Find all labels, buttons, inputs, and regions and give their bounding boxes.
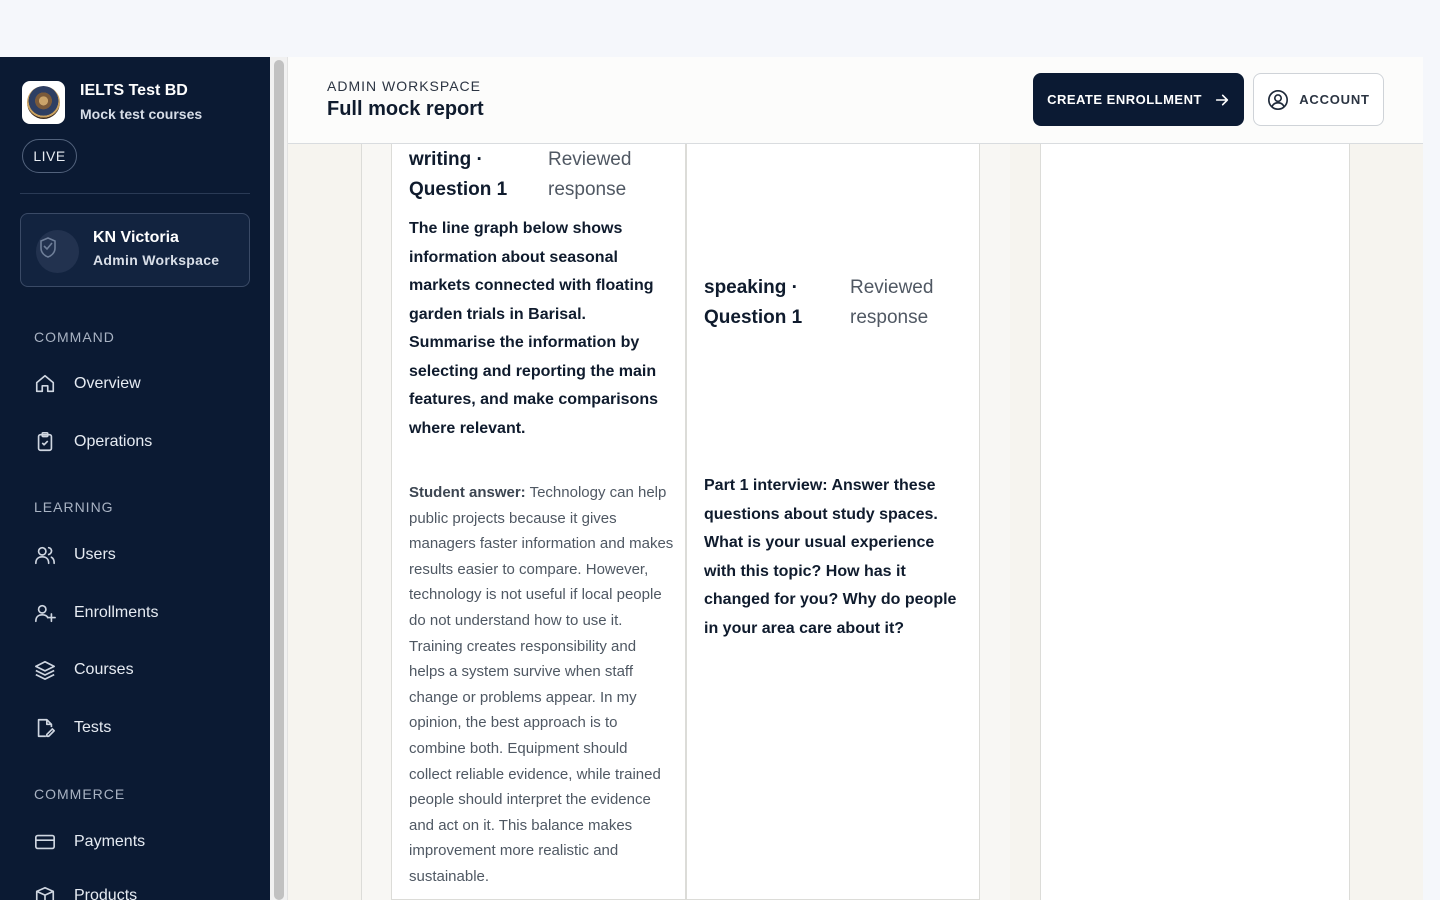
report-gutter <box>1010 144 1041 900</box>
sidebar-item-operations[interactable] <box>34 431 152 453</box>
sidebar-item-label: Operations <box>74 433 153 450</box>
writing-review-status: Reviewed response <box>548 149 632 200</box>
credit-card-icon <box>34 831 56 853</box>
sidebar-item-courses[interactable] <box>34 659 134 681</box>
user-card[interactable] <box>20 213 250 287</box>
sidebar-item-label: Payments <box>74 833 146 850</box>
writing-question-card <box>391 144 686 900</box>
report-content <box>288 144 1423 900</box>
report-side-panel <box>1040 144 1350 900</box>
sidebar-item-products[interactable] <box>34 885 137 900</box>
file-edit-icon <box>34 717 56 739</box>
sidebar-item-tests[interactable] <box>34 717 111 739</box>
brand-logo <box>22 81 65 124</box>
speaking-question-card <box>686 144 980 900</box>
users-icon <box>34 544 56 566</box>
arrow-right-icon <box>1214 92 1230 108</box>
user-avatar <box>36 230 79 273</box>
shield-icon <box>36 230 79 273</box>
speaking-prompt: Part 1 interview: Answer these questions about study spaces. What is your usual experience with this topic? How has it changed for you? Why do people in your area care about it? <box>704 477 957 637</box>
sidebar-divider <box>20 193 250 194</box>
sidebar-item-label: Overview <box>74 375 141 392</box>
user-role: Admin Workspace <box>93 252 220 268</box>
brand-subtitle: Mock test courses <box>80 106 203 122</box>
user-name: KN Victoria <box>93 229 179 246</box>
speaking-question-heading: speaking · Question 1 <box>704 277 803 328</box>
answer-label: Student answer: <box>409 484 526 501</box>
sidebar-item-label: Tests <box>74 719 112 736</box>
sidebar-item-label: Enrollments <box>74 604 159 621</box>
sidebar-item-label: Products <box>74 887 138 900</box>
writing-prompt: The line graph below shows information about seasonal markets connected with floating garden trials in Barisal. Summarise the information by selecting and reporting the main features, and make comparisons where relevant. <box>409 220 658 437</box>
sidebar-item-users[interactable] <box>34 544 116 566</box>
workspace-eyebrow: ADMIN WORKSPACE <box>327 78 481 94</box>
answer-text: Technology can help public projects because it gives managers faster information and makes results easier to compare. However, technology is not useful if local people do not understand how to use it. Training creates responsibility and helps a system survive when staff change or problems appear. In my opinion, the best approach is to combine both. Equipment should collect reliable evidence, while trained people should interpret the evidence and act on it. This balance makes improvement more realistic and sustainable. <box>409 484 674 885</box>
sidebar-item-label: Users <box>74 546 116 563</box>
clipboard-check-icon <box>34 431 56 453</box>
page-header <box>288 57 1423 144</box>
create-enrollment-button[interactable] <box>1033 73 1244 126</box>
user-plus-icon <box>34 602 56 624</box>
layers-icon <box>34 659 56 681</box>
box-icon <box>34 885 56 900</box>
sidebar-item-payments[interactable] <box>34 831 145 853</box>
section-label-command: COMMAND <box>34 329 115 345</box>
brand-title: IELTS Test BD <box>80 82 188 99</box>
writing-question-heading: writing · Question 1 <box>409 149 508 200</box>
sidebar <box>0 57 270 900</box>
writing-student-answer <box>409 480 674 890</box>
account-label: ACCOUNT <box>1299 92 1370 107</box>
home-icon <box>34 373 56 395</box>
account-button[interactable] <box>1253 73 1384 126</box>
live-badge: LIVE <box>22 139 77 173</box>
sidebar-scrollbar-thumb[interactable] <box>274 60 284 900</box>
section-label-learning: LEARNING <box>34 499 114 515</box>
sidebar-item-label: Courses <box>74 661 134 678</box>
page-title: Full mock report <box>327 98 484 120</box>
user-circle-icon <box>1267 89 1289 111</box>
create-enrollment-label: CREATE ENROLLMENT <box>1047 92 1202 107</box>
sidebar-item-overview[interactable] <box>34 373 141 395</box>
brand[interactable] <box>22 81 202 124</box>
section-label-commerce: COMMERCE <box>34 786 126 802</box>
speaking-review-status: Reviewed response <box>850 277 934 328</box>
sidebar-item-enrollments[interactable] <box>34 602 158 624</box>
